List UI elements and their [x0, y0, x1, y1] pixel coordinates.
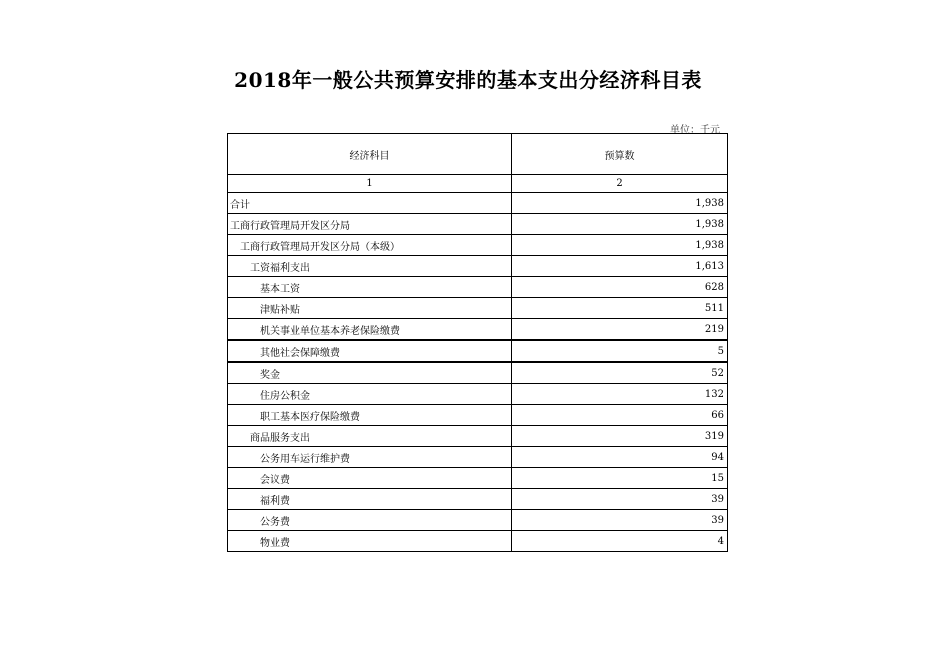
row-value: 39 [512, 510, 728, 531]
row-value: 94 [512, 447, 728, 468]
table-row [228, 447, 728, 468]
budget-table [227, 133, 728, 552]
index-cell-2: 2 [512, 175, 728, 193]
index-cell-1: 1 [228, 175, 512, 193]
page-title: 2018年一般公共预算安排的基本支出分经济科目表 [234, 68, 702, 92]
row-value: 132 [512, 384, 728, 405]
table-row [228, 193, 728, 214]
table-row [228, 531, 728, 552]
row-value: 319 [512, 426, 728, 447]
row-name: 基本工资 [228, 277, 512, 298]
table-row [228, 468, 728, 489]
row-value: 4 [512, 531, 728, 552]
row-value: 39 [512, 489, 728, 510]
unit-label: 单位：千元 [670, 125, 720, 136]
row-name: 职工基本医疗保险缴费 [228, 405, 512, 426]
table-row [228, 405, 728, 426]
table-index-row [228, 175, 728, 193]
row-value: 52 [512, 362, 728, 384]
row-value: 1,938 [512, 214, 728, 235]
header-economic-category: 经济科目 [228, 134, 512, 175]
row-name: 奖金 [228, 362, 512, 384]
row-value: 1,938 [512, 235, 728, 256]
row-value: 5 [512, 340, 728, 362]
row-value: 15 [512, 468, 728, 489]
row-name: 会议费 [228, 468, 512, 489]
row-name: 工商行政管理局开发区分局（本级） [228, 235, 512, 256]
row-name: 公务费 [228, 510, 512, 531]
row-value: 66 [512, 405, 728, 426]
row-value: 1,613 [512, 256, 728, 277]
row-name: 合计 [228, 193, 512, 214]
row-name: 福利费 [228, 489, 512, 510]
row-name: 物业费 [228, 531, 512, 552]
row-name: 商品服务支出 [228, 426, 512, 447]
row-value: 628 [512, 277, 728, 298]
table-header-row [228, 134, 728, 175]
table-row [228, 319, 728, 341]
table-row [228, 362, 728, 384]
row-name: 机关事业单位基本养老保险缴费 [228, 319, 512, 341]
table-row [228, 235, 728, 256]
row-value: 219 [512, 319, 728, 341]
row-name: 住房公积金 [228, 384, 512, 405]
row-name: 公务用车运行维护费 [228, 447, 512, 468]
row-name: 工商行政管理局开发区分局 [228, 214, 512, 235]
table-row [228, 426, 728, 447]
row-value: 511 [512, 298, 728, 319]
row-name: 津贴补贴 [228, 298, 512, 319]
table-row [228, 340, 728, 362]
table-row [228, 510, 728, 531]
row-name: 工资福利支出 [228, 256, 512, 277]
row-value: 1,938 [512, 193, 728, 214]
table-row [228, 489, 728, 510]
row-name: 其他社会保障缴费 [228, 340, 512, 362]
header-budget-amount: 预算数 [512, 134, 728, 175]
table-row [228, 214, 728, 235]
table-row [228, 384, 728, 405]
table-row [228, 256, 728, 277]
table-row [228, 298, 728, 319]
table-row [228, 277, 728, 298]
